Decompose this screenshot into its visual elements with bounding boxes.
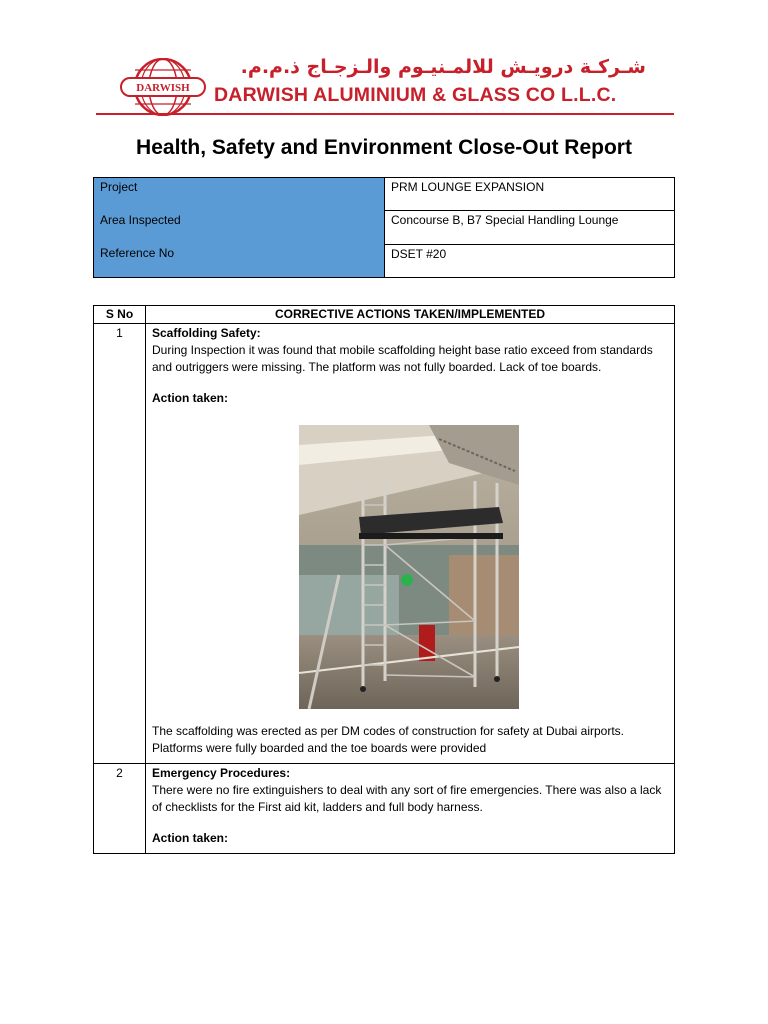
info-value: Concourse B, B7 Special Handling Lounge (385, 211, 675, 244)
header-divider (96, 113, 674, 115)
item-heading: Scaffolding Safety: (152, 326, 261, 340)
item-body (146, 324, 675, 764)
action-taken-label: Action taken: (152, 391, 229, 405)
action-taken-label: Action taken: (152, 831, 229, 845)
header-sno: S No (94, 306, 146, 324)
info-label: Project (94, 178, 385, 211)
info-row-project (94, 178, 675, 211)
project-info-table (93, 177, 675, 278)
info-label: Area Inspected (94, 211, 385, 244)
company-name-arabic: شـركـة درويـش للالمـنيـوم والـزجـاج ذ.م.م. (240, 56, 646, 78)
item-number: 2 (94, 764, 146, 854)
company-name-english: DARWISH ALUMINIUM & GLASS CO L.L.C. (214, 84, 617, 106)
info-row-reference (94, 244, 675, 277)
company-logo-globe (118, 58, 208, 116)
item-number: 1 (94, 324, 146, 764)
item-finding: There were no fire extinguishers to deal with any sort of fire emergencies. There was also a lack of checklists for the First aid kit, ladders and full body harness. (152, 783, 662, 814)
info-label: Reference No (94, 244, 385, 277)
table-row (94, 764, 675, 854)
item-result: The scaffolding was erected as per DM codes of construction for safety at Dubai airports. Platforms were fully boarded and the toe boards were provided (152, 724, 625, 755)
letterhead (96, 56, 674, 118)
item-finding: During Inspection it was found that mobile scaffolding height base ratio exceed from standards and outriggers were missing. The platform was not fully boarded. Lack of toe boards. (152, 343, 653, 374)
table-header-row (94, 306, 675, 324)
item-heading: Emergency Procedures: (152, 766, 291, 780)
info-value: PRM LOUNGE EXPANSION (385, 178, 675, 211)
table-row (94, 324, 675, 764)
info-row-area (94, 211, 675, 244)
header-actions: CORRECTIVE ACTIONS TAKEN/IMPLEMENTED (146, 306, 675, 324)
item-body (146, 764, 675, 854)
info-value: DSET #20 (385, 244, 675, 277)
scaffolding-photo (299, 425, 519, 709)
corrective-actions-table (93, 305, 675, 854)
logo-text: DARWISH (136, 82, 190, 94)
report-title: Health, Safety and Environment Close-Out Report (136, 136, 632, 159)
